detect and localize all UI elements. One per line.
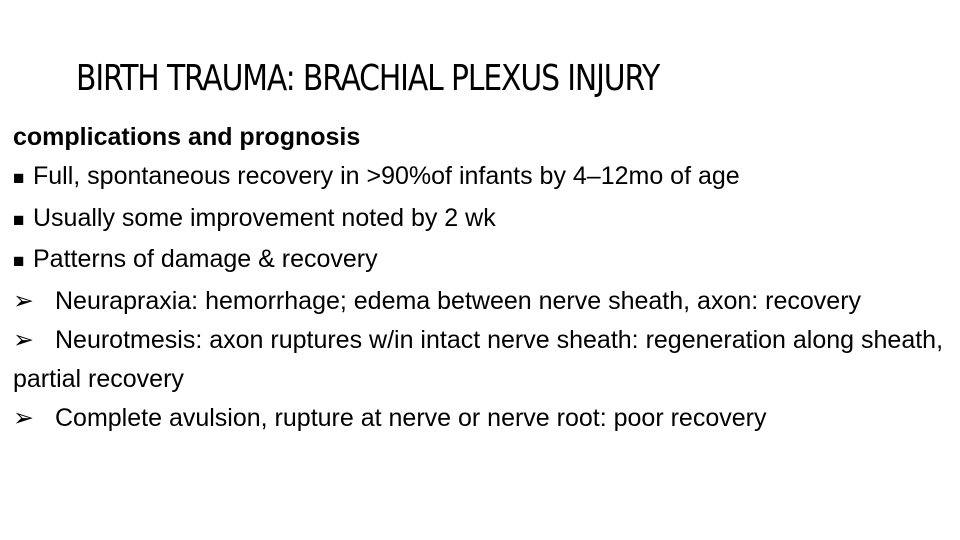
arrow-bullet-icon: ➢ — [13, 325, 34, 354]
bullet-text-1: Full, spontaneous recovery in >90%of infants by 4–12mo of age — [33, 161, 740, 190]
bullet-item-2 — [13, 199, 958, 241]
sub-bullet-text-1: Neurapraxia: hemorrhage; edema between nerve sheath, axon: recovery — [55, 287, 862, 316]
sub-bullet-item-3 — [13, 399, 958, 438]
sub-bullet-item-2 — [13, 321, 958, 399]
sub-bullet-text-3: Complete avulsion, rupture at nerve or nerve root: poor recovery — [55, 403, 767, 432]
bullet-item-3 — [13, 240, 958, 282]
bullet-text-2: Usually some improvement noted by 2 wk — [33, 203, 496, 232]
sub-bullet-text-2: Neurotmesis: axon ruptures w/in intact nerve sheath: regeneration along sheath, partial recovery — [13, 325, 944, 393]
bullet-text-3: Patterns of damage & recovery — [33, 245, 378, 274]
arrow-bullet-icon: ➢ — [13, 287, 34, 316]
arrow-bullet-icon: ➢ — [13, 403, 34, 432]
section-heading: complications and prognosis — [13, 123, 361, 151]
slide-title: BIRTH TRAUMA: BRACHIAL PLEXUS INJURY — [76, 58, 660, 99]
square-bullet-icon: ■ — [13, 251, 25, 273]
bullet-item-1 — [13, 157, 958, 199]
square-bullet-icon: ■ — [13, 209, 25, 231]
sub-bullet-item-1 — [13, 282, 958, 321]
square-bullet-icon: ■ — [13, 167, 25, 189]
slide-content — [13, 118, 958, 437]
